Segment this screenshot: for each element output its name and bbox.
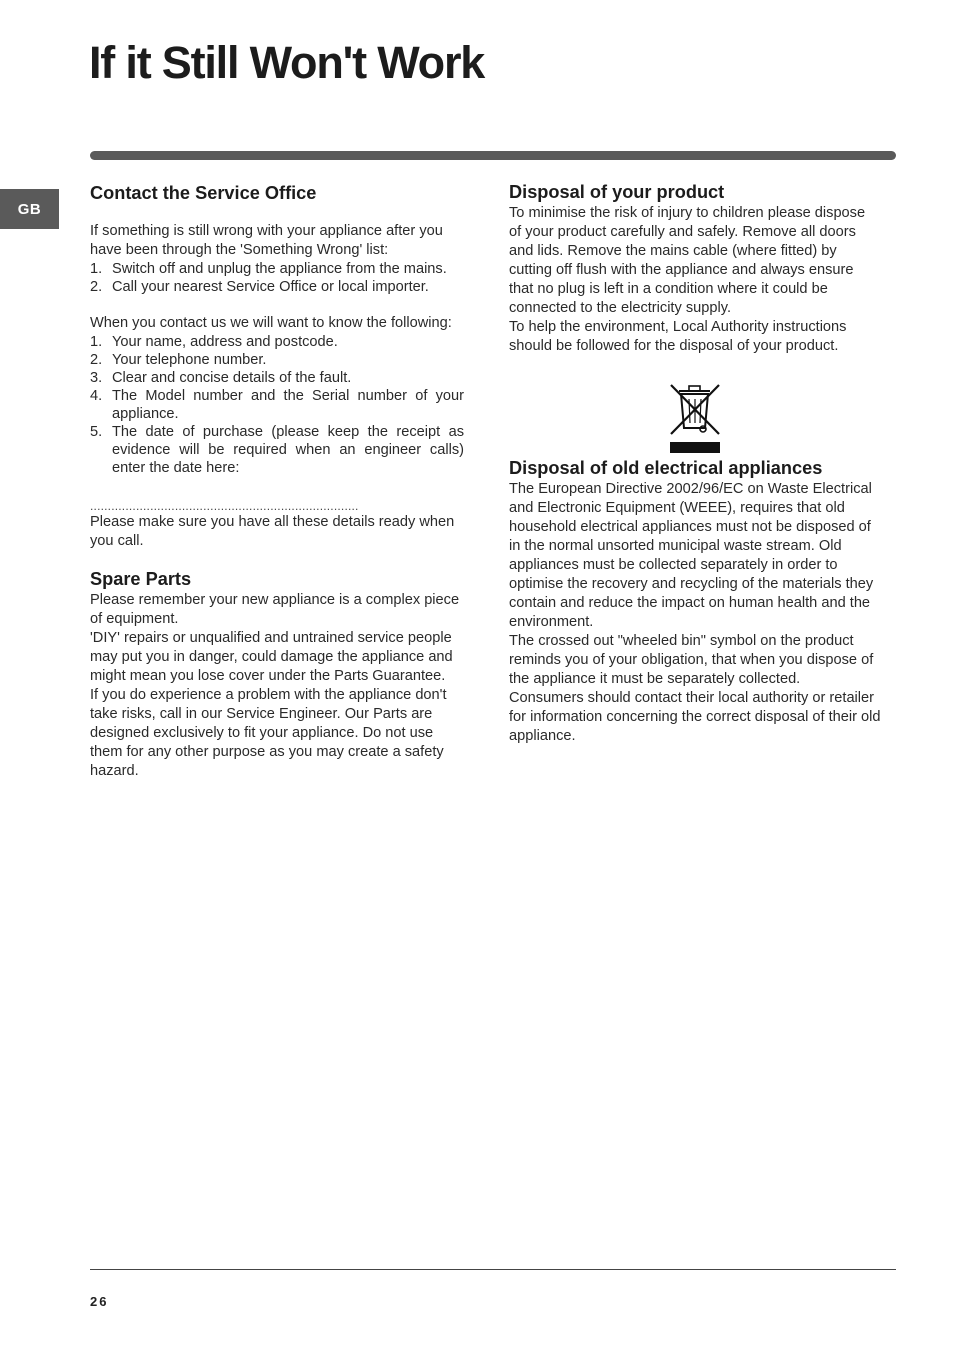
date-entry-line: ............................................................................	[90, 499, 359, 513]
spare-parts-paragraph: 'DIY' repairs or unqualified and untrained service people may put you in danger, could damage the appliance and might mean you lose cover under the Parts Guarantee.	[90, 630, 453, 684]
title-divider-bar	[90, 151, 896, 160]
page-number: 26	[90, 1294, 109, 1309]
disposal-product-paragraph: To minimise the risk of injury to children please dispose of your product carefully and safely. Remove all doors and lids. Remove the mains cable (where fitted) by cutting off flush with the appliance and always ensure that no plug is left in a condition where it could be connected to the electricity supply.	[509, 205, 866, 316]
spare-parts-paragraph: Please remember your new appliance is a complex piece of equipment.	[90, 592, 460, 627]
language-tab: GB	[0, 189, 59, 229]
disposal-product-section	[509, 180, 881, 356]
list-item: 1. Your name, address and postcode.	[90, 334, 338, 350]
list-item: 4. The Model number and the Serial number of your appliance.	[90, 388, 464, 422]
disposal-electrical-heading: Disposal of old electrical appliances	[509, 458, 823, 478]
disposal-electrical-paragraph: Consumers should contact their local authority or retailer for information concerning the correct disposal of their old appliance.	[509, 690, 881, 744]
list-item: 2. Your telephone number.	[90, 352, 267, 368]
contact-service-heading: Contact the Service Office	[90, 183, 317, 203]
contact-service-section	[90, 181, 464, 551]
list-item: 3. Clear and concise details of the fault.	[90, 370, 352, 386]
list-item: 5. The date of purchase (please keep the receipt as evidence will be required when an engineer calls) enter the date here:	[90, 424, 464, 476]
disposal-electrical-paragraph: The European Directive 2002/96/EC on Waste Electrical and Electronic Equipment (WEEE), requires that old household electrical appliances must not be disposed of in the normal unsorted municipal waste stream. Old appliances must be collected separately in order to optimise the recovery and recycling of the materials they contain and reduce the impact on human health and the environment.	[509, 481, 874, 630]
spare-parts-heading: Spare Parts	[90, 569, 192, 589]
disposal-electrical-section	[509, 456, 881, 746]
know-intro: When you contact us we will want to know the following:	[90, 315, 452, 331]
spare-parts-paragraph: If you do experience a problem with the appliance don't take risks, call in our Service Engineer. Our Parts are designed exclusively to fit your appliance. Do not use them for any other purpose as you may create a safety hazard.	[90, 687, 447, 779]
know-items-list	[90, 333, 464, 477]
contact-intro: If something is still wrong with your appliance after you have been through the 'Something Wrong' list:	[90, 223, 443, 258]
contact-steps-list	[90, 260, 464, 296]
list-item: 2. Call your nearest Service Office or local importer.	[90, 279, 429, 295]
weee-symbol	[509, 382, 881, 454]
list-item: 1. Switch off and unplug the appliance from the mains.	[90, 261, 447, 277]
disposal-product-paragraph: To help the environment, Local Authority instructions should be followed for the disposal of your product.	[509, 319, 847, 354]
right-column	[509, 180, 881, 746]
contact-closing: Please make sure you have all these details ready when you call.	[90, 514, 455, 549]
left-column	[90, 180, 464, 781]
footer-divider	[90, 1269, 896, 1270]
disposal-electrical-paragraph: The crossed out "wheeled bin" symbol on the product reminds you of your obligation, that when you dispose of the appliance it must be separately collected.	[509, 633, 874, 687]
page-title: If it Still Won't Work	[89, 37, 485, 88]
crossed-out-wheeled-bin-icon	[669, 382, 721, 454]
spare-parts-section	[90, 567, 464, 781]
disposal-product-heading: Disposal of your product	[509, 182, 725, 202]
